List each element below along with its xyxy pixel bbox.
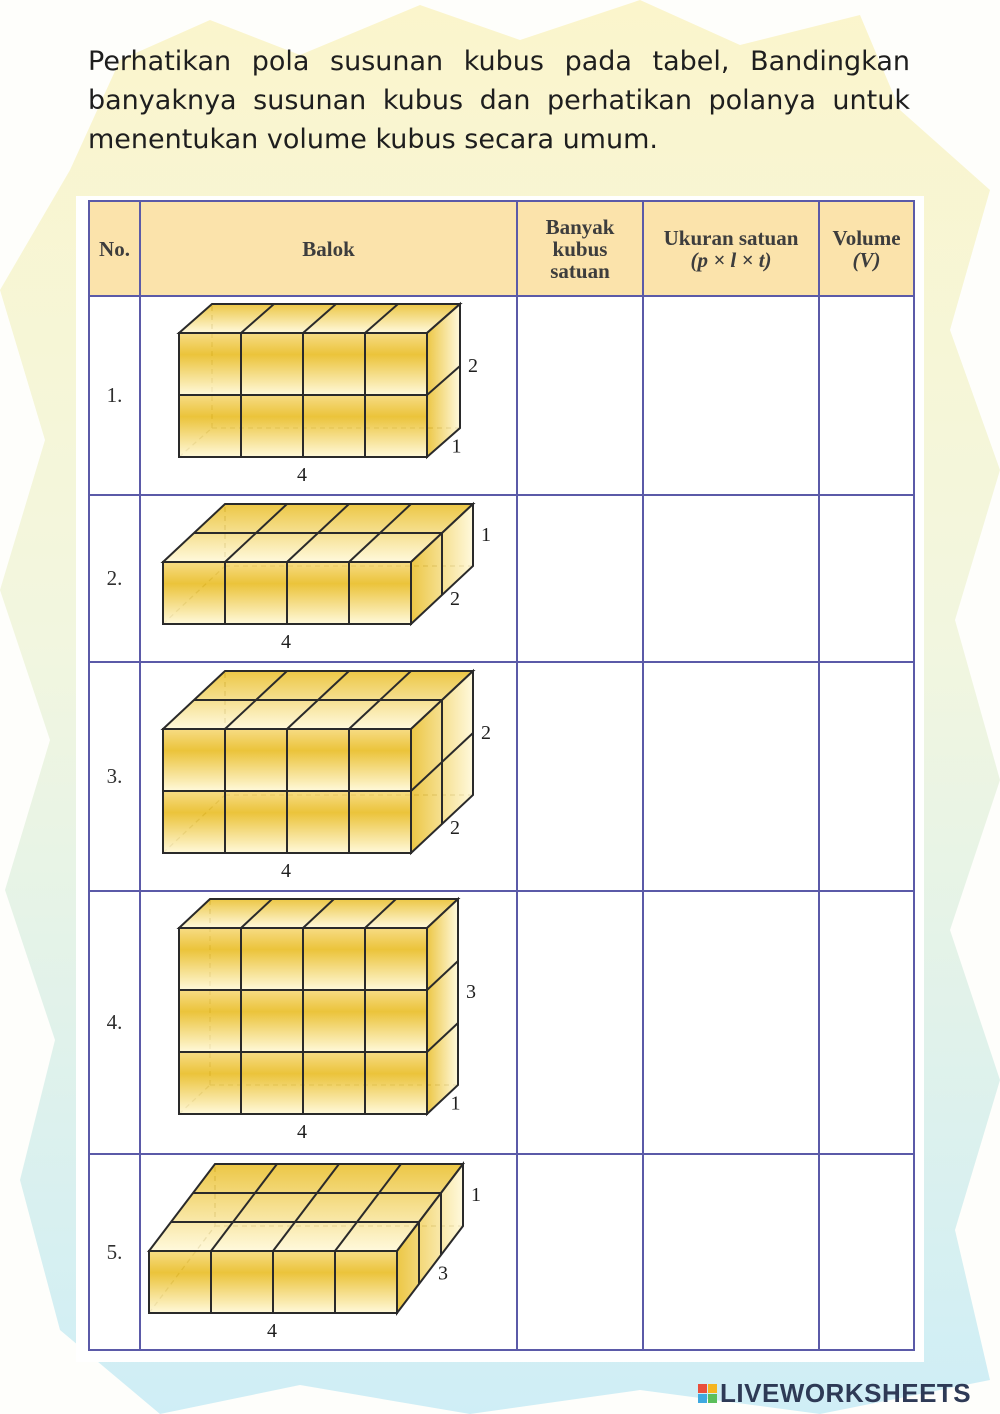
header-ukuran-satuan: Ukuran satuan (p × l × t): [643, 201, 819, 296]
table-header-row: [89, 201, 914, 296]
ukuran-satuan-answer-cell[interactable]: [643, 296, 819, 495]
width-label: 3: [438, 1262, 448, 1285]
row-number: 5.: [89, 1154, 140, 1350]
height-label: 1: [481, 524, 491, 546]
table-row: [89, 296, 914, 495]
row-number: 3.: [89, 662, 140, 891]
balok-figure-cell: [140, 662, 517, 891]
volume-answer-cell[interactable]: [819, 1154, 914, 1350]
table-row: [89, 662, 914, 891]
banyak-kubus-answer-cell[interactable]: [517, 662, 643, 891]
height-label: 2: [468, 355, 478, 377]
table-row: [89, 891, 914, 1154]
width-label: 2: [450, 588, 460, 610]
banyak-kubus-answer-cell[interactable]: [517, 1154, 643, 1350]
volume-answer-cell[interactable]: [819, 495, 914, 662]
header-balok: Balok: [140, 201, 517, 296]
logo-text: LIVEWORKSHEETS: [720, 1378, 972, 1408]
liveworksheets-logo-icon: [698, 1384, 717, 1403]
table-row: [89, 495, 914, 662]
cuboid-figure-4x2x2: [141, 663, 516, 890]
ukuran-satuan-answer-cell[interactable]: [643, 495, 819, 662]
volume-answer-cell[interactable]: [819, 296, 914, 495]
header-volume: Volume (V): [819, 201, 914, 296]
length-label: 4: [267, 1320, 277, 1342]
height-label: 1: [471, 1184, 481, 1206]
volume-answer-cell[interactable]: [819, 891, 914, 1154]
length-label: 4: [281, 860, 291, 882]
length-label: 4: [297, 1121, 307, 1143]
cuboid-figure-4x1x3: [141, 892, 516, 1153]
ukuran-satuan-answer-cell[interactable]: [643, 1154, 819, 1350]
instruction-text: Perhatikan pola susunan kubus pada tabel, Bandingkan banyaknya susunan kubus dan perhatikan polanya untuk menentukan volume kubus secara umum.: [88, 46, 910, 155]
table-row: [89, 1154, 914, 1350]
width-label: 1: [450, 1092, 461, 1115]
cuboid-figure-4x3x1: [141, 1155, 516, 1349]
ukuran-satuan-answer-cell[interactable]: [643, 891, 819, 1154]
banyak-kubus-answer-cell[interactable]: [517, 891, 643, 1154]
cuboid-figure-4x2x1: [141, 496, 516, 661]
banyak-kubus-answer-cell[interactable]: [517, 495, 643, 662]
header-no: No.: [89, 201, 140, 296]
length-label: 4: [281, 631, 291, 653]
row-number: 4.: [89, 891, 140, 1154]
liveworksheets-logo: [698, 1378, 971, 1409]
header-banyak-kubus: Banyak kubus satuan: [517, 201, 643, 296]
width-label: 2: [450, 817, 460, 839]
height-label: 3: [466, 981, 476, 1003]
cube-pattern-table: [88, 200, 915, 1351]
balok-figure-cell: [140, 891, 517, 1154]
width-label: 1: [451, 435, 462, 458]
height-label: 2: [481, 722, 491, 744]
row-number: 2.: [89, 495, 140, 662]
volume-answer-cell[interactable]: [819, 662, 914, 891]
cuboid-figure-4x1x2: [141, 297, 516, 494]
length-label: 4: [297, 464, 307, 486]
banyak-kubus-answer-cell[interactable]: [517, 296, 643, 495]
balok-figure-cell: [140, 495, 517, 662]
row-number: 1.: [89, 296, 140, 495]
balok-figure-cell: [140, 1154, 517, 1350]
balok-figure-cell: [140, 296, 517, 495]
ukuran-satuan-answer-cell[interactable]: [643, 662, 819, 891]
